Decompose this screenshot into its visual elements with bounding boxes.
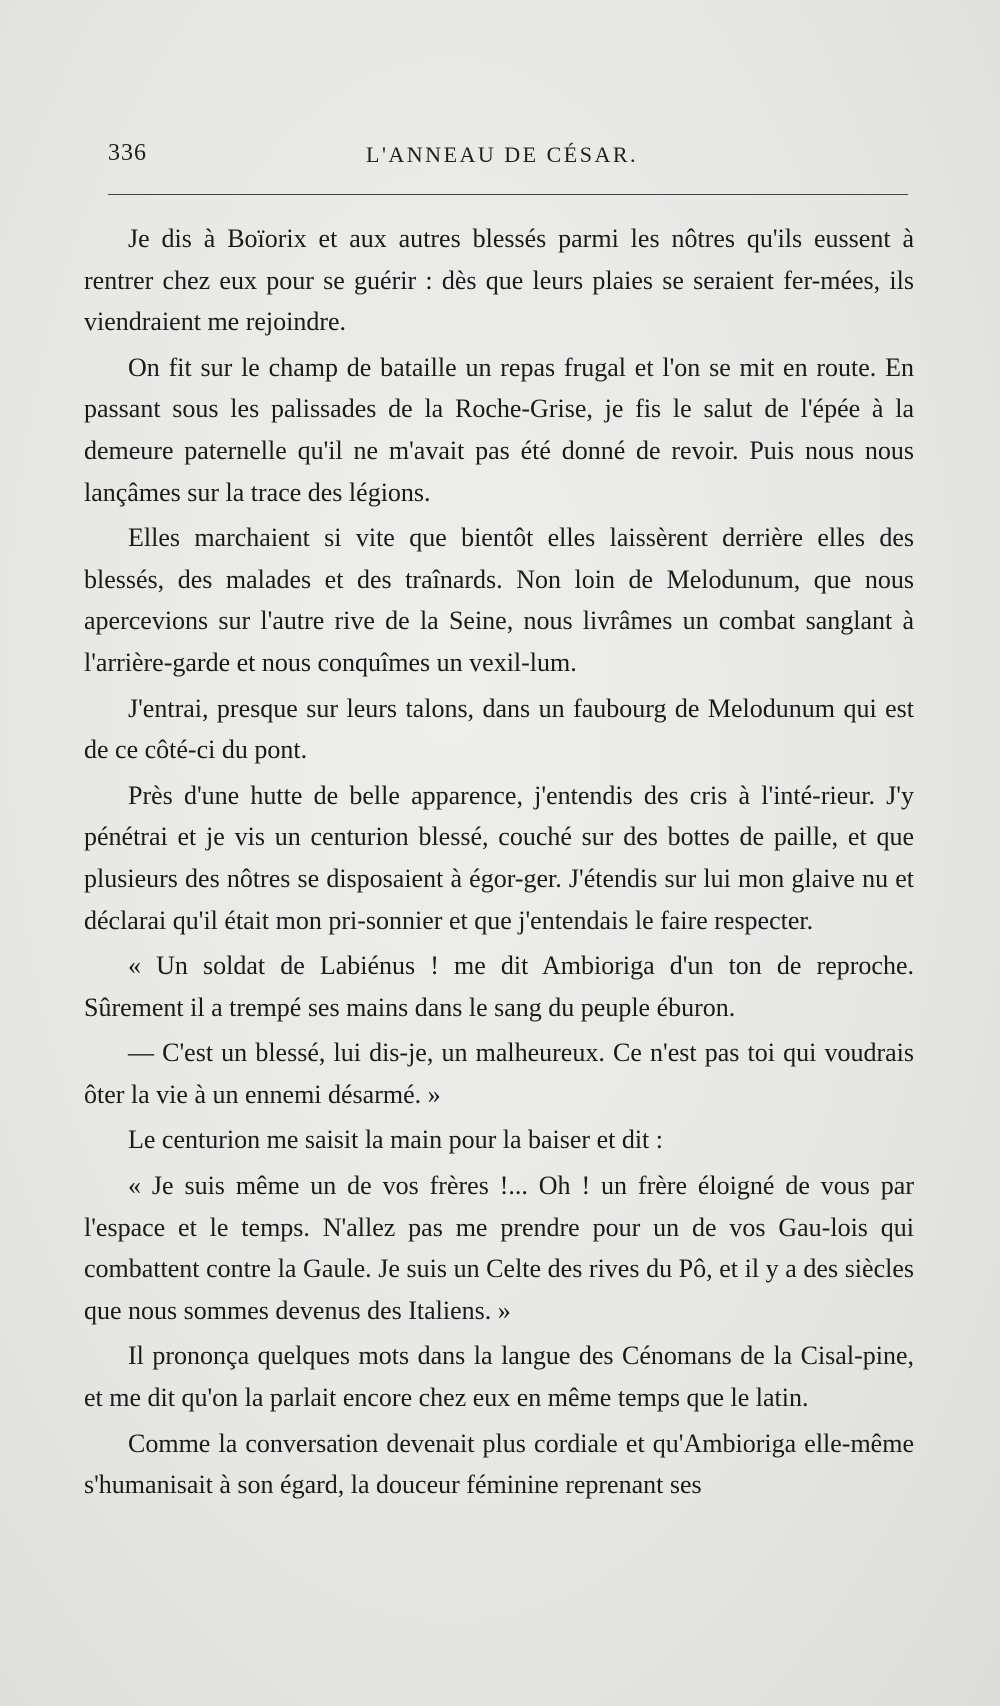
running-title: L'ANNEAU DE CÉSAR.: [366, 142, 639, 167]
paragraph: Le centurion me saisit la main pour la baiser et dit :: [128, 1125, 664, 1155]
paragraph: J'entrai, presque sur leurs talons, dans un faubourg de Melodunum qui est de ce côté-ci du pont.: [84, 693, 914, 765]
page-number: 336: [108, 140, 147, 166]
paragraph: Près d'une hutte de belle apparence, j'entendis des cris à l'inté-rieur. J'y pénétrai et je vis un centurion blessé, couché sur des bottes de paille, et que plusieurs des nôtres se disposaient à égor-ger. J'étendis sur lui mon glaive nu et déclarai qu'il était mon pri-sonnier et que j'entendais le faire respecter.: [84, 780, 914, 935]
paragraph: — C'est un blessé, lui dis-je, un malheureux. Ce n'est pas toi qui voudrais ôter la vie à un ennemi désarmé. »: [84, 1038, 914, 1109]
paragraph: Comme la conversation devenait plus cordiale et qu'Ambioriga elle-même s'humanisait à son égard, la douceur féminine reprenant ses: [84, 1428, 914, 1500]
body-text: [84, 218, 914, 1510]
paragraph: Il prononça quelques mots dans la langue des Cénomans de la Cisal-pine, et me dit qu'on la parlait encore chez eux en même temps que le latin.: [84, 1341, 914, 1413]
running-head: [108, 136, 908, 176]
paragraph: Elles marchaient si vite que bientôt elles laissèrent derrière elles des blessés, des malades et des traînards. Non loin de Melodunum, que nous apercevions sur l'autre rive de la Seine, nous livrâmes un combat sanglant à l'arrière-garde et nous conquîmes un vexil-lum.: [84, 523, 914, 677]
paragraph: « Un soldat de Labiénus ! me dit Ambioriga d'un ton de reproche. Sûrement il a trempé ses mains dans le sang du peuple éburon.: [84, 951, 914, 1022]
paragraph: On fit sur le champ de bataille un repas frugal et l'on se mit en route. En passant sous les palissades de la Roche-Grise, je fis le salut de l'épée à la demeure paternelle qu'il ne m'avait pas été donné de revoir. Puis nous nous lançâmes sur la trace des légions.: [84, 352, 914, 507]
paragraph: Je dis à Boïorix et aux autres blessés parmi les nôtres qu'ils eussent à rentrer chez eux pour se guérir : dès que leurs plaies se seraient fer-mées, ils viendraient me rejoindre.: [84, 224, 914, 337]
header-rule: [108, 194, 908, 195]
paragraph: « Je suis même un de vos frères !... Oh ! un frère éloigné de vous par l'espace et le temps. N'allez pas me prendre pour un de vos Gau-lois qui combattent contre la Gaule. Je suis un Celte des rives du Pô, et il y a des siècles que nous sommes devenus des Italiens. »: [84, 1171, 914, 1325]
